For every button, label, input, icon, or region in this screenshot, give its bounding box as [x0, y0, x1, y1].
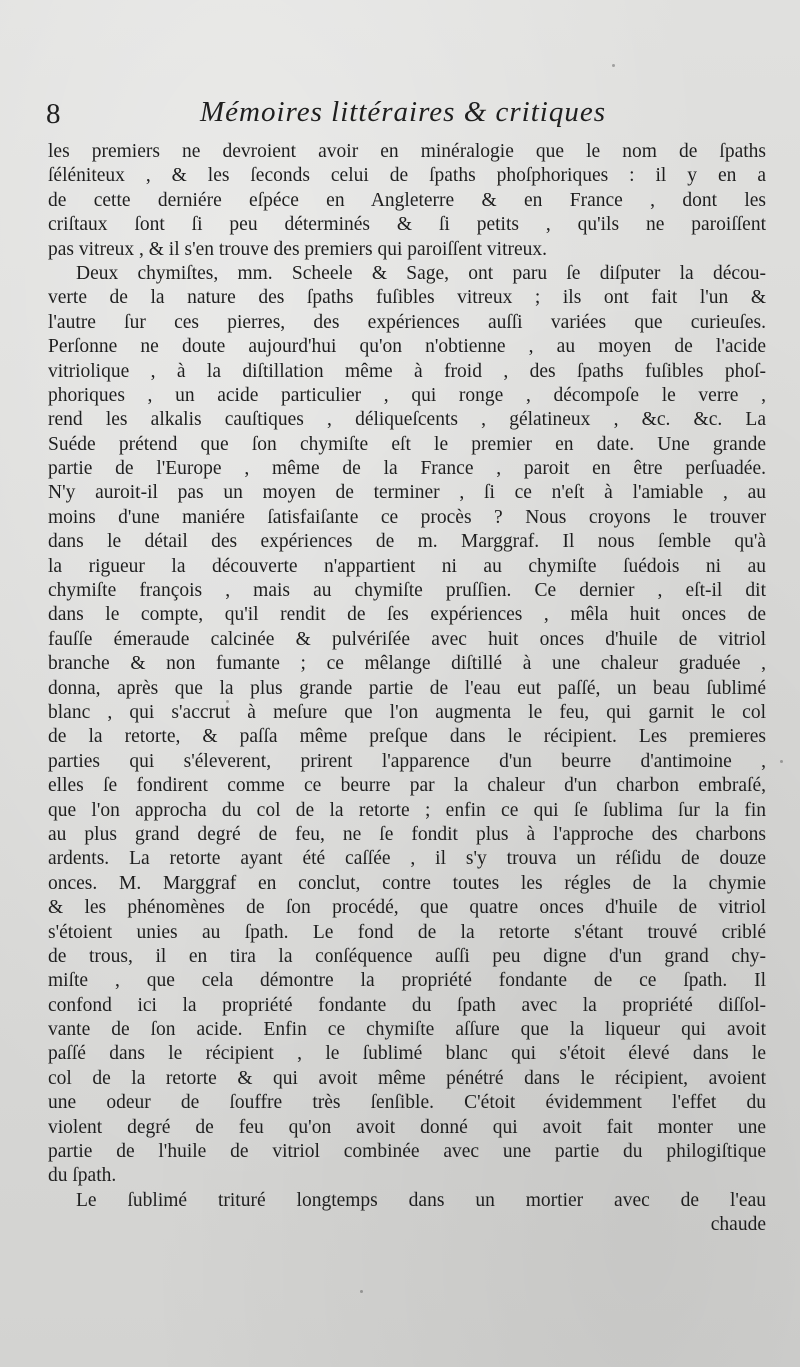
page-header — [40, 96, 760, 136]
text-line: pas vitreux , & il s'en trouve des premiers qui paroiſſent vitreux. — [48, 238, 548, 260]
text-line: Perſonne ne doute aujourd'hui qu'on n'obtienne , au moyen de l'acide — [48, 336, 766, 358]
text-line: col de la retorte & qui avoit même pénétré dans le récipient, avoient — [48, 1067, 766, 1089]
text-line: au plus grand degré de feu, ne ſe fondit plus à l'approche des charbons — [48, 823, 766, 845]
running-title: Mémoires littéraires & critiques — [200, 96, 606, 128]
text-line: l'autre ſur ces pierres, des expériences auſſi variées que curieuſes. — [48, 311, 766, 333]
text-line: ardents. La retorte ayant été caſſée , il s'y trouva un réſidu de douze — [48, 848, 766, 870]
text-line: violent degré de feu qu'on avoit donné qui avoit fait monter une — [48, 1116, 766, 1138]
text-line: donna, après que la plus grande partie de l'eau eut paſſé, un beau ſublimé — [48, 677, 766, 699]
text-line: une odeur de ſouffre très ſenſible. C'étoit évidemment l'effet du — [48, 1092, 766, 1114]
paper-speck — [360, 1290, 363, 1293]
text-line: onces. M. Marggraf en conclut, contre toutes les régles de la chymie — [48, 872, 766, 894]
text-line: de la retorte, & paſſa même preſque dans le récipient. Les premieres — [48, 726, 766, 748]
text-line: & les phénomènes de ſon procédé, que quatre onces d'huile de vitriol — [48, 897, 766, 919]
text-line: rend les alkalis cauſtiques , déliqueſcents , gélatineux , &c. &c. La — [48, 409, 766, 431]
text-line: vante de ſon acide. Enfin ce chymiſte aſſure que la liqueur qui avoit — [48, 1019, 766, 1041]
text-line: ſéléniteux , & les ſeconds celui de ſpaths phoſphoriques : il y en a — [48, 165, 766, 187]
text-line: miſte , que cela démontre la propriété fondante de ce ſpath. Il — [48, 970, 766, 992]
text-line: du ſpath. — [48, 1165, 117, 1187]
text-line: phoriques , un acide particulier , qui ronge , décompoſe le verre , — [48, 384, 766, 406]
paper-speck — [226, 700, 229, 703]
paper-speck — [612, 64, 615, 67]
text-line: criſtaux ſont ſi peu déterminés & ſi petits , qu'ils ne paroiſſent — [48, 214, 766, 236]
body-text — [48, 140, 766, 1238]
text-line: parties qui s'éleverent, prirent l'apparence d'un beurre d'antimoine , — [48, 750, 766, 772]
text-line: elles ſe fondirent comme ce beurre par la chaleur d'un charbon embraſé, — [48, 775, 766, 797]
text-line: verte de la nature des ſpaths fuſibles vitreux ; ils ont fait l'un & — [48, 287, 766, 309]
text-line: branche & non fumante ; ce mêlange diſtillé à une chaleur graduée , — [48, 653, 766, 675]
text-line: de cette derniére eſpéce en Angleterre & en France , dont les — [48, 189, 766, 211]
text-line: moins d'une maniére ſatisfaiſante ce procès ? Nous croyons le trouver — [48, 506, 766, 528]
text-line: partie de l'huile de vitriol combinée avec une partie du philogiſtique — [48, 1141, 766, 1163]
text-line: Suéde prétend que ſon chymiſte eſt le premier en date. Une grande — [48, 433, 766, 455]
text-line: les premiers ne devroient avoir en minéralogie que le nom de ſpaths — [48, 141, 766, 162]
page-number: 8 — [46, 98, 61, 130]
text-line: confond ici la propriété fondante du ſpath avec la propriété diſſol- — [48, 994, 766, 1016]
text-line: s'étoient unies au ſpath. Le fond de la retorte s'étant trouvé criblé — [48, 921, 766, 943]
text-line: que l'on approcha du col de la retorte ; enfin ce qui ſe ſublima ſur la fin — [48, 799, 766, 821]
text-line: blanc , qui s'accrut à meſure que l'on augmenta le feu, qui garnit le col — [48, 701, 766, 723]
text-line: paſſé dans le récipient , le ſublimé blanc qui s'étoit élevé dans le — [48, 1043, 766, 1065]
text-line: dans le compte, qu'il rendit de ſes expériences , mêla huit onces de — [48, 604, 766, 626]
text-line: chymiſte françois , mais au chymiſte pruſſien. Ce dernier , eſt-il dit — [48, 580, 766, 602]
text-line: partie de l'Europe , même de la France , paroit en être perſuadée. — [48, 458, 766, 480]
catchword: chaude — [710, 1214, 766, 1236]
paragraph-start-line: Deux chymiſtes, mm. Scheele & Sage, ont paru ſe diſputer la décou- — [76, 262, 766, 284]
text-line: fauſſe émeraude calcinée & pulvériſée avec huit onces d'huile de vitriol — [48, 628, 766, 650]
text-line: vitriolique , à la diſtillation même à froid , des ſpaths fuſibles phoſ- — [48, 360, 766, 382]
paragraph-start-line: Le ſublimé trituré longtemps dans un mortier avec de l'eau — [76, 1189, 766, 1211]
text-line: N'y auroit-il pas un moyen de terminer , ſi ce n'eſt à l'amiable , au — [48, 482, 766, 504]
paper-speck — [780, 760, 783, 763]
text-line: dans le détail des expériences de m. Marggraf. Il nous ſemble qu'à — [48, 531, 766, 553]
text-line: de trous, il en tira la conſéquence auſſi peu digne d'un grand chy- — [48, 945, 766, 967]
text-line: la rigueur la découverte n'appartient ni au chymiſte ſuédois ni au — [48, 555, 766, 577]
